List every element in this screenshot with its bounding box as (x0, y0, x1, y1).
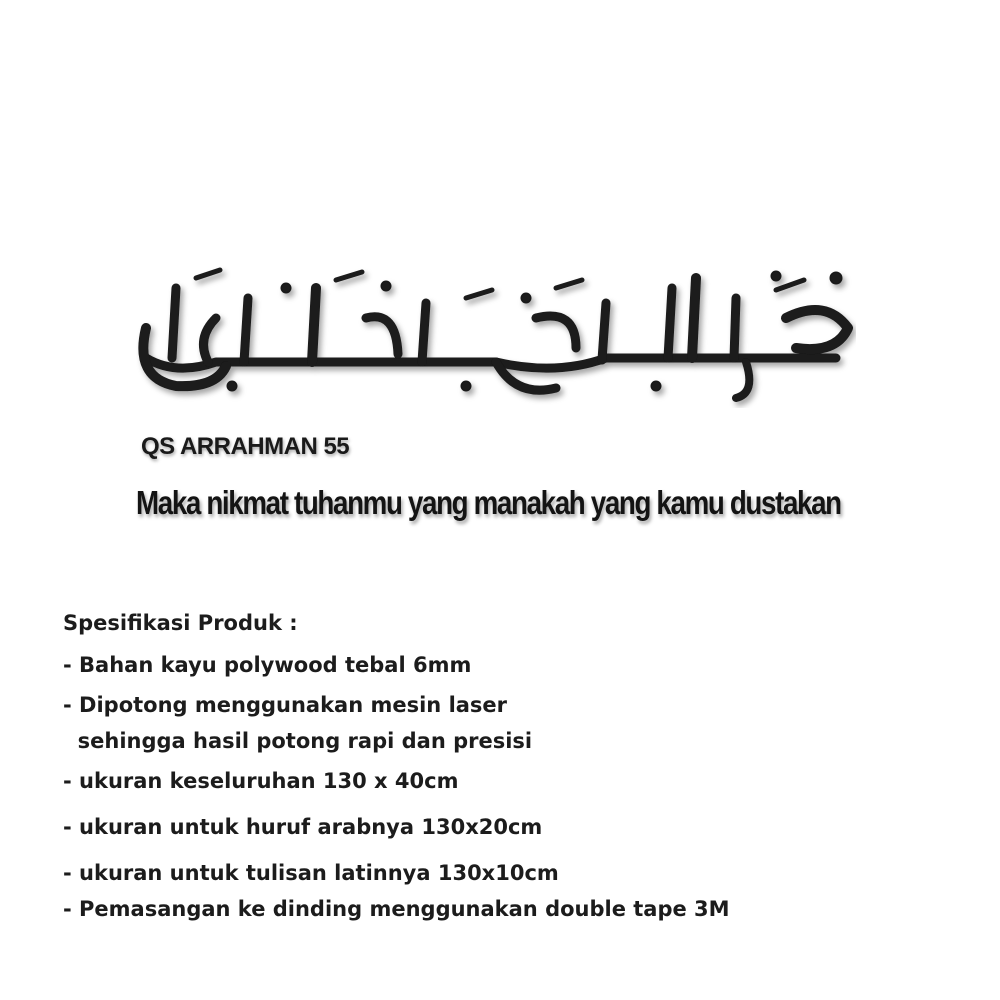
surah-reference: QS ARRAHMAN 55 (141, 433, 350, 460)
spec-item: - Dipotong menggunakan mesin laser (63, 693, 508, 717)
spec-item: - ukuran untuk huruf arabnya 130x20cm (63, 815, 543, 839)
spec-item: - Bahan kayu polywood tebal 6mm (63, 653, 472, 677)
spec-item-continuation: sehingga hasil potong rapi dan presisi (63, 729, 533, 753)
spec-item: - Pemasangan ke dinding menggunakan double tape 3M (63, 897, 730, 921)
translation-text: Maka nikmat tuhanmu yang manakah yang kamu dustakan (136, 484, 841, 521)
spec-item: - ukuran keseluruhan 130 x 40cm (63, 769, 459, 793)
specs-heading: Spesifikasi Produk : (63, 611, 298, 635)
spec-item: - ukuran untuk tulisan latinnya 130x10cm (63, 861, 559, 885)
arabic-calligraphy-artwork (136, 258, 856, 408)
